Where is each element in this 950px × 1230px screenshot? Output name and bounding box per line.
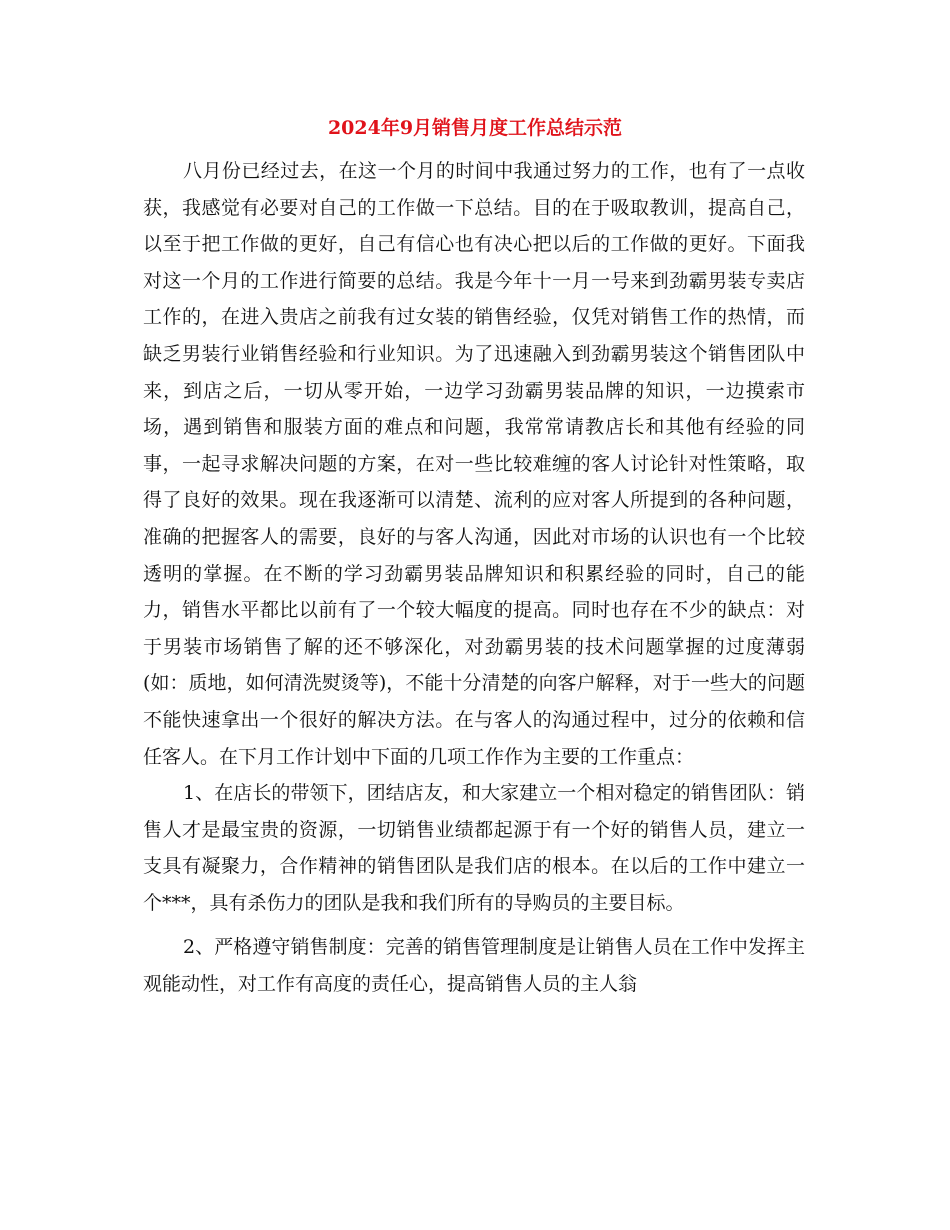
paragraph-intro: 八月份已经过去，在这一个月的时间中我通过努力的工作，也有了一点收获，我感觉有必要对自己的工作做一下总结。目的在于吸取教训，提高自己，以至于把工作做的更好，自己有信心也有决心把以后的工作做的更好。下面我对这一个月的工作进行简要的总结。我是今年十一月一号来到劲霸男装专卖店工作的，在进入贵店之前我有过女装的销售经验，仅凭对销售工作的热情，而缺乏男装行业销售经验和行业知识。为了迅速融入到劲霸男装这个销售团队中来，到店之后，一切从零开始，一边学习劲霸男装品牌的知识，一边摸索市场，遇到销售和服装方面的难点和问题，我常常请教店长和其他有经验的同事，一起寻求解决问题的方案，在对一些比较难缠的客人讨论针对性策略，取得了良好的效果。现在我逐渐可以清楚、流利的应对客人所提到的各种问题，准确的把握客人的需要，良好的与客人沟通，因此对市场的认识也有一个比较透明的掌握。在不断的学习劲霸男装品牌知识和积累经验的同时，自己的能力，销售水平都比以前有了一个较大幅度的提高。同时也存在不少的缺点：对于男装市场销售了解的还不够深化，对劲霸男装的技术问题掌握的过度薄弱(如：质地，如何清洗熨烫等)，不能十分清楚的向客户解释，对于一些大的问题不能快速拿出一个很好的解决方法。在与客人的沟通过程中，过分的依赖和信任客人。在下月工作计划中下面的几项工作作为主要的工作重点： bbox=[143, 160, 805, 768]
document-title: 2024年9月销售月度工作总结示范 bbox=[327, 117, 623, 139]
paragraph-item-2: 2、严格遵守销售制度：完善的销售管理制度是让销售人员在工作中发挥主观能动性，对工作有高度的责任心，提高销售人员的主人翁 bbox=[143, 936, 805, 996]
document-body bbox=[143, 153, 805, 1003]
paragraph-item-1: 1、在店长的带领下，团结店友，和大家建立一个相对稳定的销售团队：销售人才是最宝贵的资源，一切销售业绩都起源于有一个好的销售人员，建立一支具有凝聚力，合作精神的销售团队是我们店的根本。在以后的工作中建立一个***，具有杀伤力的团队是我和我们所有的导购员的主要目标。 bbox=[143, 782, 805, 914]
